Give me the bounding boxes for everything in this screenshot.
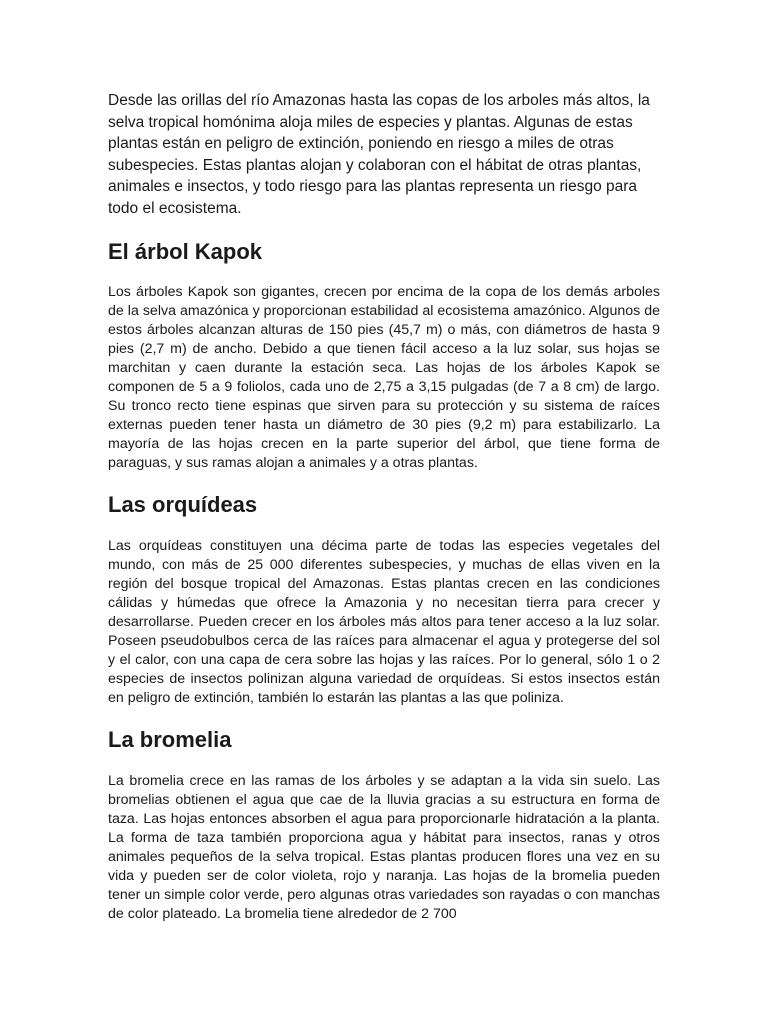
section-heading-bromelia: La bromelia <box>108 726 232 752</box>
section-paragraph-bromelia: La bromelia crece en las ramas de los árboles y se adaptan a la vida sin suelo. Las bromelias obtienen el agua que cae de la lluvia gracias a su estructura en forma de taza. Las hojas entonces absorben el agua para proporcionarle hidratación a la planta. La forma de taza también proporciona agua y hábitat para insectos, ranas y otros animales pequeños de la selva tropical. Estas plantas producen flores una vez en su vida y pueden ser de color violeta, rojo y naranja. Las hojas de la bromelia pueden tener un simple color verde, pero algunas otras variedades son rayadas o con manchas de color plateado. La bromelia tiene alrededor de 2 700 <box>108 772 660 922</box>
section-paragraph-orquideas: Las orquídeas constituyen una décima parte de todas las especies vegetales del mundo, con más de 25 000 diferentes subespecies, y muchas de ellas viven en la región del bosque tropical del Amazonas. Estas plantas crecen en las condiciones cálidas y húmedas que ofrece la Amazonia y no necesitan tierra para crecer y desarrollarse. Pueden crecer en los árboles más altos para tener acceso a la luz solar. Poseen pseudobulbos cerca de las raíces para almacenar el agua y protegerse del sol y el calor, con una capa de cera sobre las hojas y las raíces. Por lo general, sólo 1 o 2 especies de insectos polinizan alguna variedad de orquídeas. Si estos insectos están en peligro de extinción, también lo estarán las plantas a las que poliniza. <box>108 537 660 706</box>
section-paragraph-kapok: Los árboles Kapok son gigantes, crecen por encima de la copa de los demás arboles de la selva amazónica y proporcionan estabilidad al ecosistema amazónico. Algunos de estos árboles alcanzan alturas de 150 pies (45,7 m) o más, con diámetros de hasta 9 pies (2,7 m) de ancho. Debido a que tienen fácil acceso a la luz solar, sus hojas se marchitan y caen durante la estación seca. Las hojas de los árboles Kapok se componen de 5 a 9 foliolos, cada uno de 2,75 a 3,15 pulgadas (de 7 a 8 cm) de largo. Su tronco recto tiene espinas que sirven para su protección y su sistema de raíces externas pueden tener hasta un diámetro de 30 pies (9,2 m) para estabilizarlo. La mayoría de las hojas crecen en la parte superior del árbol, que tiene forma de paraguas, y sus ramas alojan a animales y a otras plantas. <box>108 283 660 471</box>
intro-paragraph: Desde las orillas del río Amazonas hasta las copas de los arboles más altos, la selva tropical homónima aloja miles de especies y plantas. Algunas de estas plantas están en peligro de extinción, poniendo en riesgo a miles de otras subespecies. Estas plantas alojan y colaboran con el hábitat de otras plantas, animales e insectos, y todo riesgo para las plantas representa un riesgo para todo el ecosistema. <box>108 92 650 217</box>
document-page <box>108 90 660 924</box>
section-heading-kapok: El árbol Kapok <box>108 238 263 264</box>
section-heading-orquideas: Las orquídeas <box>108 491 258 517</box>
